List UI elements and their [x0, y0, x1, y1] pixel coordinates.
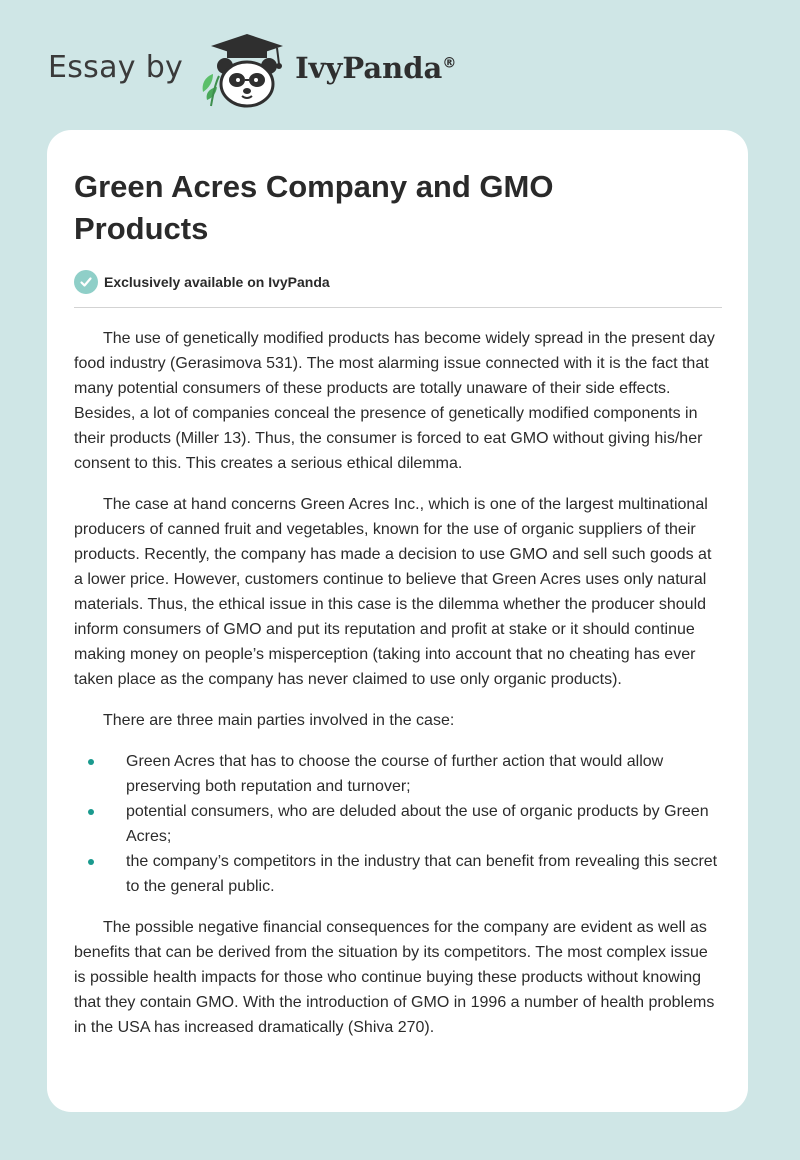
bullet-icon	[88, 859, 94, 865]
list-item	[74, 849, 722, 899]
brand-prefix: Essay by	[48, 49, 184, 85]
registered-mark: ®	[442, 55, 457, 72]
paragraph: The case at hand concerns Green Acres Inc., which is one of the largest multinational producers of canned fruit and vegetables, known for the use of organic suppliers of their products. Recently, the company has made a decision to use GMO and sell such goods at a lower price. However, customers continue to believe that Green Acres uses only natural materials. Thus, the ethical issue in this case is the dilemma whether the producer should inform consumers of GMO and put its reputation and profit at stake or it should continue making money on people’s misperception (taking into account that no cheating has ever taken place as the company has never claimed to use only organic products).	[74, 496, 712, 688]
paragraph: The possible negative financial consequences for the company are evident as well as benefits that can be derived from the situation by its competitors. The most complex issue is possible health impacts for those who continue buying these products without knowing that they contain GMO. With the introduction of GMO in 1996 a number of health problems in the USA has increased dramatically (Shiva 270).	[74, 919, 715, 1036]
divider	[74, 307, 722, 308]
exclusive-badge	[74, 270, 722, 294]
parties-list	[74, 749, 722, 899]
essay-card	[47, 130, 748, 1112]
paragraph: The use of genetically modified products has become widely spread in the present day food industry (Gerasimova 531). The most alarming issue connected with it is the fact that many potential consumers of these products are totally unaware of their side effects. Besides, a lot of companies conceal the presence of genetically modified components in their products (Miller 13). Thus, the consumer is forced to eat GMO without giving his/her consent to this. This creates a serious ethical dilemma.	[74, 330, 715, 472]
list-item	[74, 749, 722, 799]
badge-text: Exclusively available on IvyPanda	[104, 274, 330, 290]
list-item-text: Green Acres that has to choose the course of further action that would allow preserving both reputation and turnover;	[126, 753, 664, 795]
checkmark-icon	[74, 270, 98, 294]
list-item	[74, 799, 722, 849]
brand-name: IvyPanda®	[295, 51, 457, 85]
paragraph: There are three main parties involved in the case:	[103, 712, 455, 729]
panda-logo-icon	[197, 30, 289, 110]
bullet-icon	[88, 809, 94, 815]
list-item-text: the company’s competitors in the industry that can benefit from revealing this secret to the general public.	[126, 853, 718, 895]
list-item-text: potential consumers, who are deluded about the use of organic products by Green Acres;	[126, 803, 709, 845]
essay-title: Green Acres Company and GMO Products	[74, 169, 554, 246]
bullet-icon	[88, 759, 94, 765]
site-brand[interactable]	[48, 30, 456, 110]
